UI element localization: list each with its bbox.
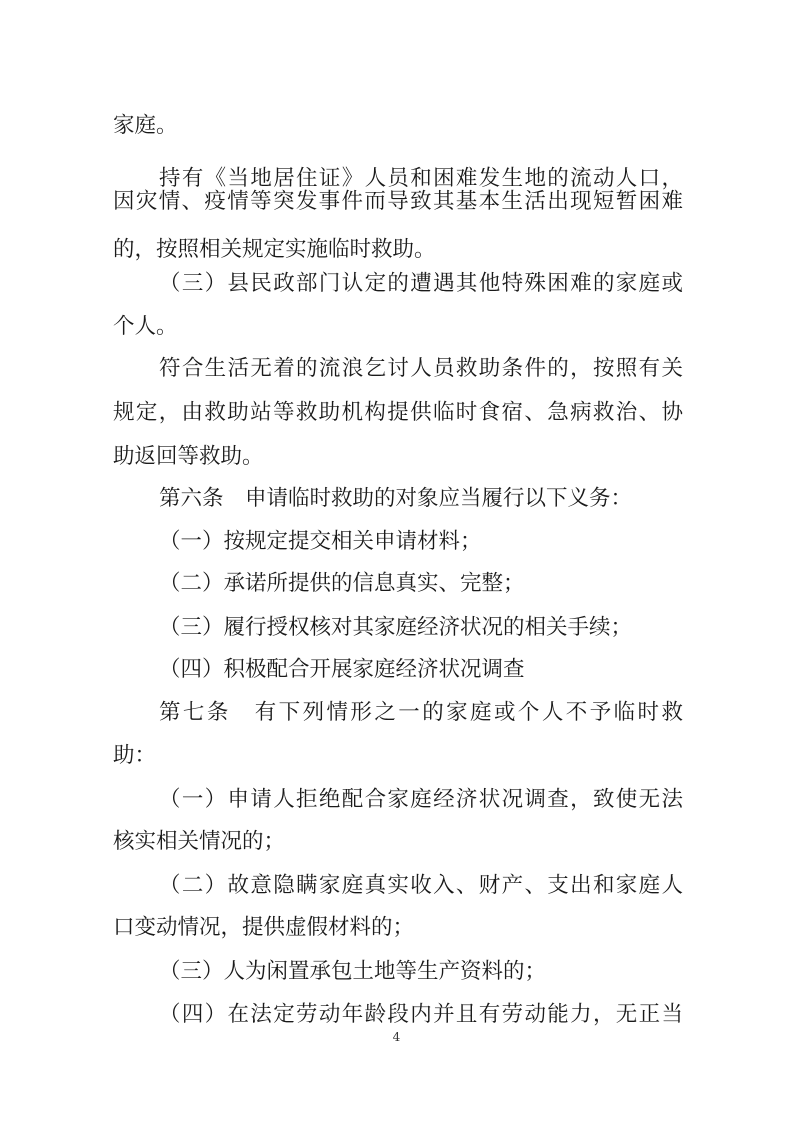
text-line: 规定，由救助站等救助机构提供临时食宿、急病救治、协 — [113, 400, 683, 425]
text-line: 符合生活无着的流浪乞讨人员救助条件的，按照有关 — [159, 356, 683, 381]
text-line: 个人。 — [113, 314, 178, 339]
text-line: （四）积极配合开展家庭经济状况调查 — [159, 657, 525, 682]
text-line: （一）申请人拒绝配合家庭经济状况调查，致使无法 — [159, 787, 683, 812]
text-line: （三）人为闲置承包土地等生产资料的； — [159, 959, 547, 984]
text-line: 因灾情、疫情等突发事件而导致其基本生活出现短暂困难 — [113, 189, 683, 214]
article-heading: 第六条 申请临时救助的对象应当履行以下义务： — [159, 486, 633, 511]
text-line: （二）承诺所提供的信息真实、完整； — [159, 571, 525, 596]
text-line: （三）履行授权核对其家庭经济状况的相关手续； — [159, 615, 633, 640]
text-line: 家庭。 — [113, 113, 178, 138]
text-line: 助返回等救助。 — [113, 444, 264, 469]
text-line: 持有《当地居住证》人员和困难发生地的流动人口， — [159, 166, 683, 191]
text-line: （四）在法定劳动年龄段内并且有劳动能力，无正当 — [159, 1002, 683, 1027]
page-number: 4 — [392, 1030, 401, 1044]
text-line: 助： — [113, 743, 157, 768]
text-line: 核实相关情况的； — [113, 829, 286, 854]
article-heading: 第七条 有下列情形之一的家庭或个人不予临时救 — [159, 700, 683, 725]
text-line: （二）故意隐瞒家庭真实收入、财产、支出和家庭人 — [159, 873, 683, 898]
text-line: （三）县民政部门认定的遭遇其他特殊困难的家庭或 — [159, 271, 683, 296]
text-line: 的，按照相关规定实施临时救助。 — [113, 237, 436, 262]
text-line: 口变动情况，提供虚假材料的； — [113, 915, 415, 940]
text-line: （一）按规定提交相关申请材料； — [159, 529, 482, 554]
